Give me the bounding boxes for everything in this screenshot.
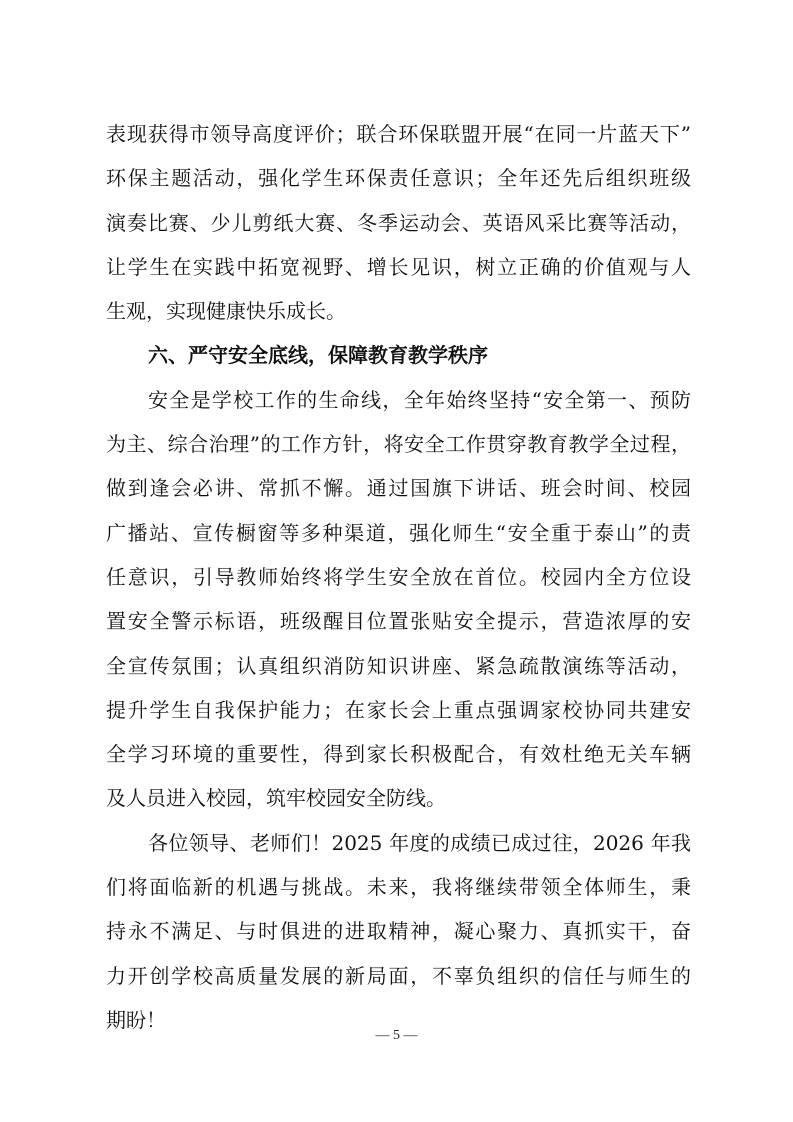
page-number: — 5 — — [375, 1028, 418, 1043]
text-line: 让学生在实践中拓宽视野、增长见识，树立正确的价值观与人 — [106, 254, 691, 279]
paragraph-safety — [106, 384, 691, 827]
text-line: 安全是学校工作的生命线，全年始终坚持“安全第一、预防 — [148, 387, 691, 412]
text-line: 期盼！ — [106, 1007, 166, 1032]
text-line: 广播站、宣传橱窗等多种渠道，强化师生“安全重于泰山”的责 — [106, 520, 691, 545]
text-line: 全宣传氛围；认真组织消防知识讲座、紧急疏散演练等活动， — [106, 653, 691, 678]
text-line: 力开创学校高质量发展的新局面，不辜负组织的信任与师生的 — [106, 963, 691, 988]
text-line: 生观，实现健康快乐成长。 — [106, 299, 346, 324]
text-line: 为主、综合治理”的工作方针，将安全工作贯穿教育教学全过程， — [106, 432, 691, 457]
text-line: 及人员进入校园，筑牢校园安全防线。 — [106, 786, 446, 811]
section-heading: 六、严守安全底线，保障教育教学秩序 — [148, 343, 488, 368]
text-line: 持永不满足、与时俱进的进取精神，凝心聚力、真抓实干，奋 — [106, 919, 691, 944]
text-line: 各位领导、老师们！2025 年度的成绩已成过往，2026 年我 — [148, 830, 691, 855]
text-line: 全学习环境的重要性，得到家长积极配合，有效杜绝无关车辆 — [106, 742, 691, 767]
text-line: 任意识，引导教师始终将学生安全放在首位。校园内全方位设 — [106, 564, 691, 589]
text-line: 做到逢会必讲、常抓不懈。通过国旗下讲话、班会时间、校园 — [106, 476, 691, 501]
text-line: 演奏比赛、少儿剪纸大赛、冬季运动会、英语风采比赛等活动， — [106, 210, 691, 235]
paragraph-activities — [106, 118, 691, 339]
text-line: 表现获得市领导高度评价；联合环保联盟开展“在同一片蓝天下” — [106, 122, 691, 146]
document-body — [106, 118, 691, 1048]
text-line: 环保主题活动，强化学生环保责任意识；全年还先后组织班级 — [106, 166, 691, 191]
text-line: 置安全警示标语，班级醒目位置张贴安全提示，营造浓厚的安 — [106, 609, 691, 634]
text-line: 提升学生自我保护能力；在家长会上重点强调家校协同共建安 — [106, 697, 691, 722]
paragraph-closing — [106, 827, 691, 1048]
text-line: 们将面临新的机遇与挑战。未来，我将继续带领全体师生，秉 — [106, 875, 691, 900]
